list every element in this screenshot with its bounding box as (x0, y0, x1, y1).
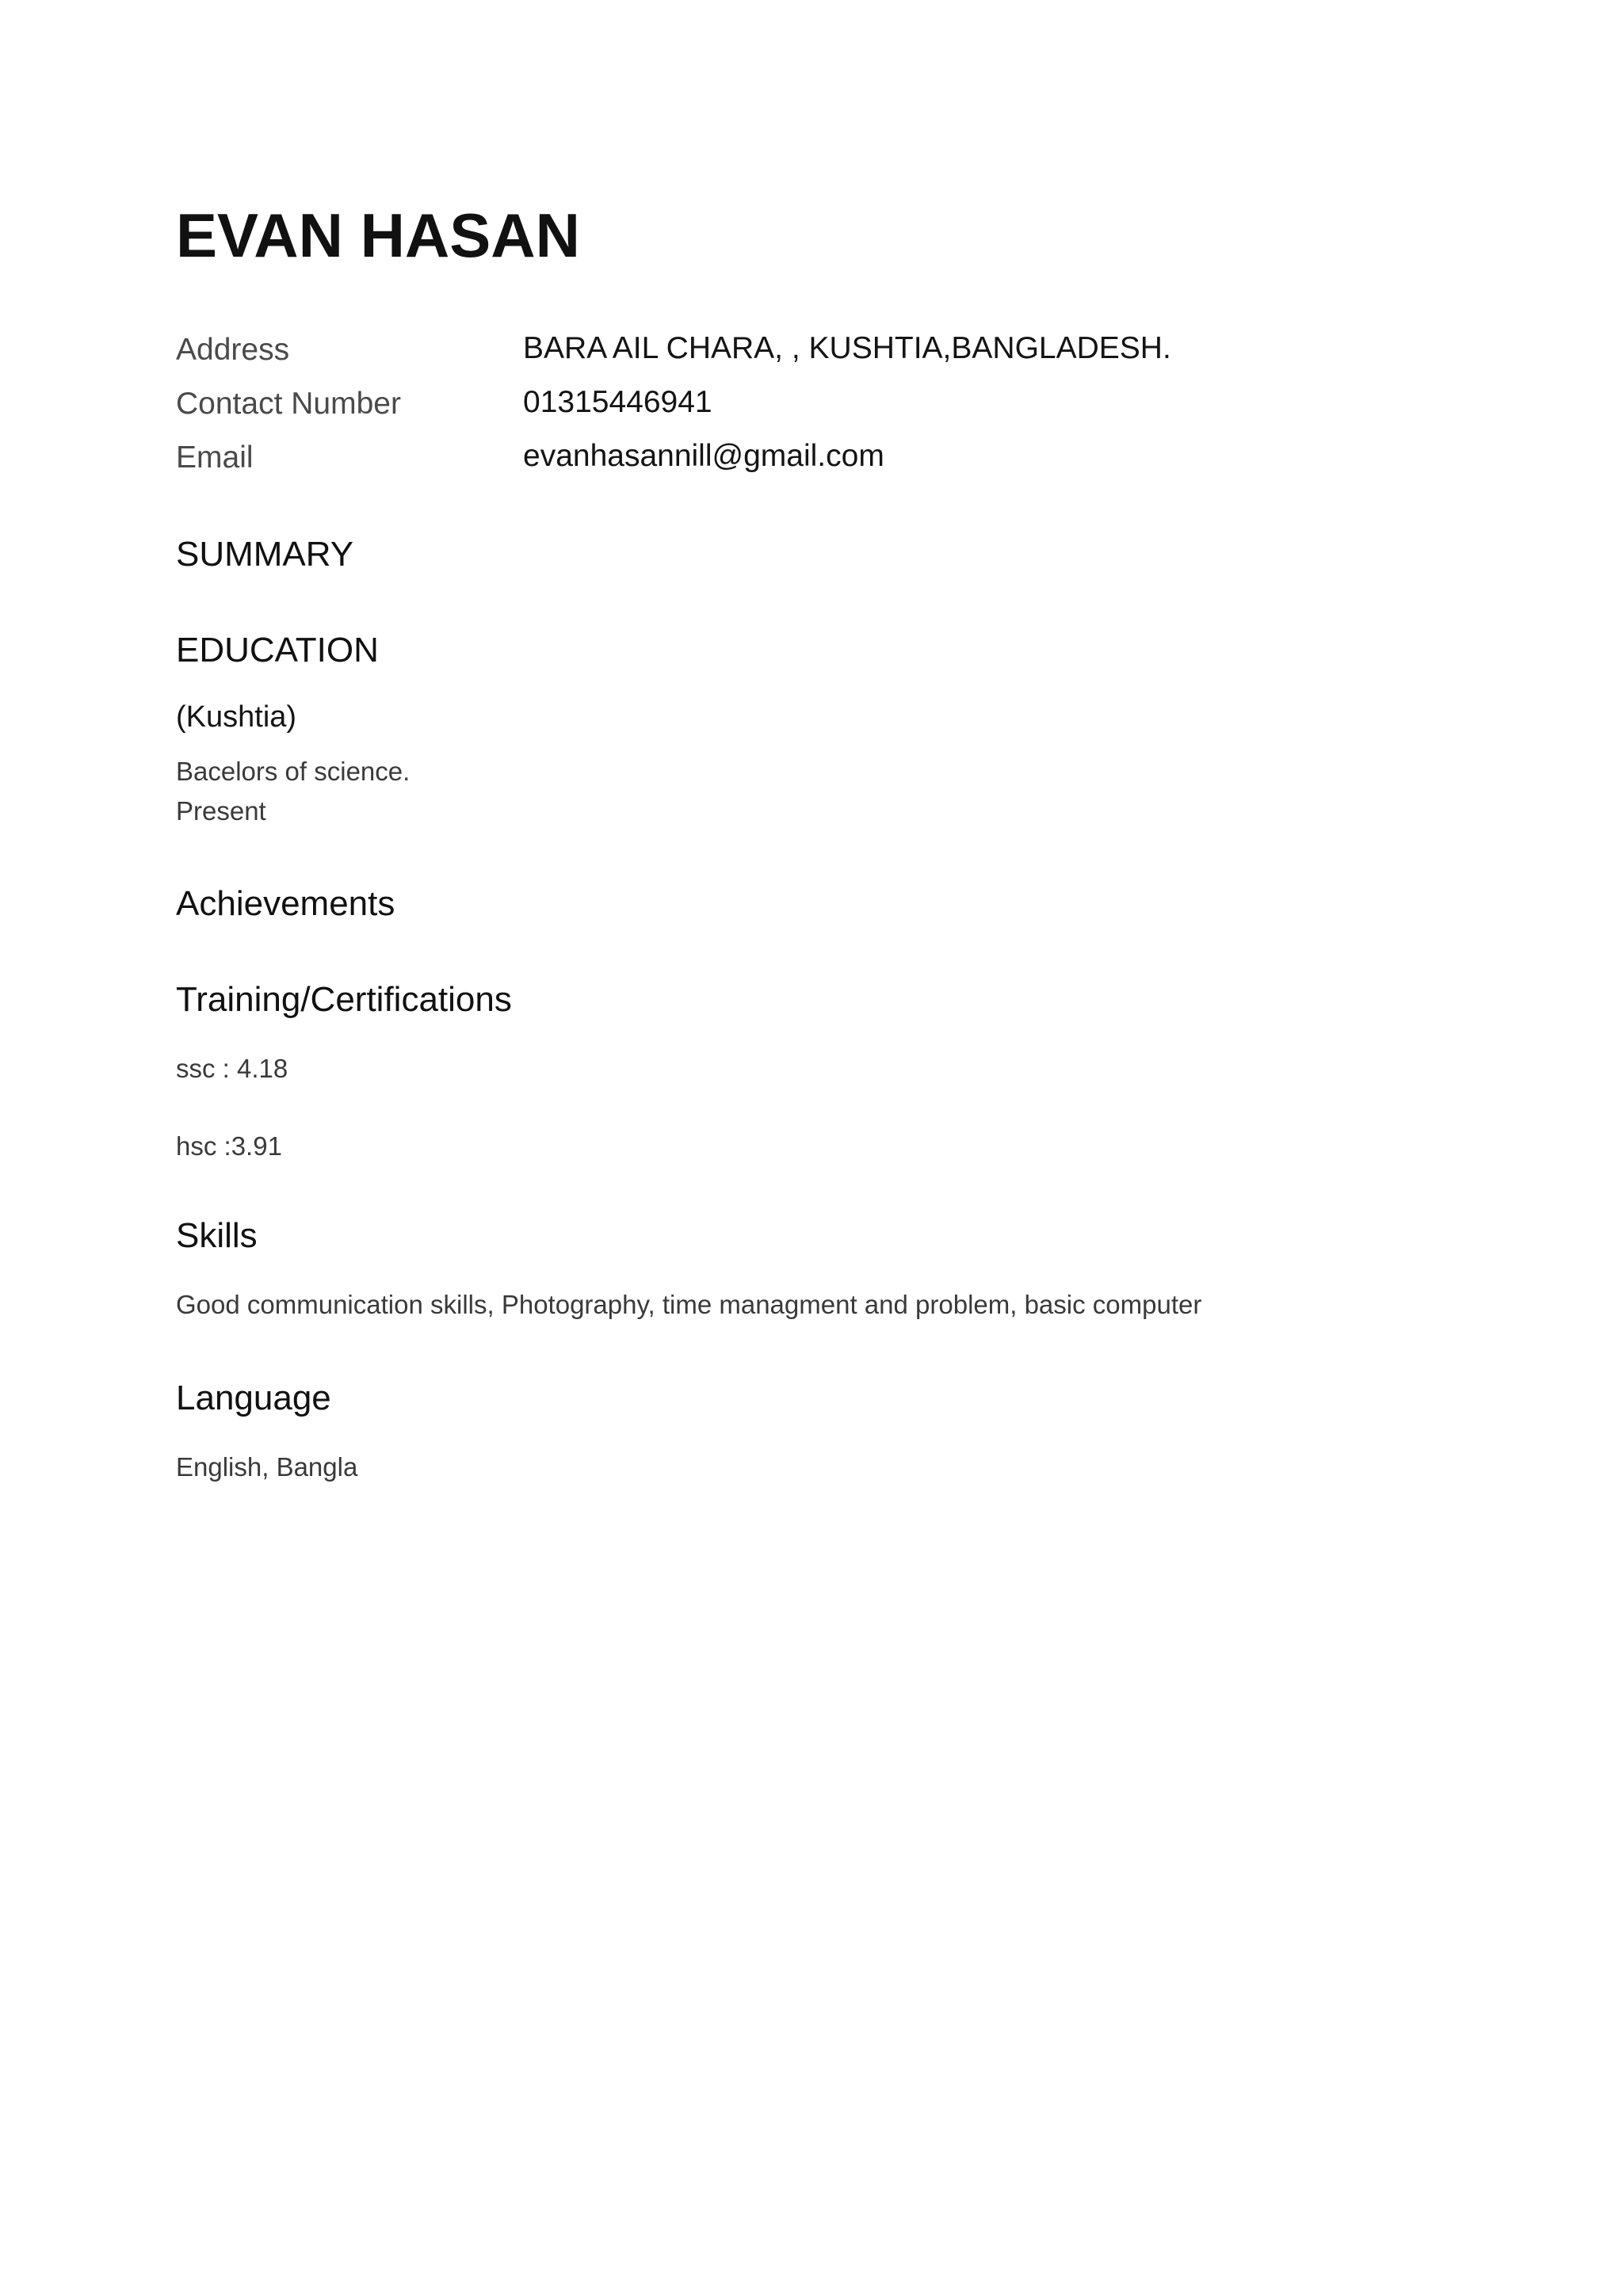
training-heading: Training/Certifications (176, 980, 512, 1019)
language-text: English, Bangla (176, 1452, 358, 1482)
contact-number-value: 01315446941 (523, 385, 712, 419)
address-label: Address (176, 333, 290, 367)
skills-text: Good communication skills, Photography, time managment and problem, basic computer (176, 1290, 1202, 1319)
training-item: ssc : 4.18 (176, 1054, 288, 1083)
contact-number-label: Contact Number (176, 387, 401, 421)
language-heading: Language (176, 1379, 331, 1417)
training-item: hsc :3.91 (176, 1131, 282, 1161)
address-value: BARA AIL CHARA, , KUSHTIA,BANGLADESH. (523, 331, 1171, 365)
education-degree: Bacelors of science. (176, 757, 411, 786)
summary-heading: SUMMARY (176, 535, 354, 574)
achievements-heading: Achievements (176, 884, 395, 923)
education-heading: EDUCATION (176, 631, 379, 669)
education-period: Present (176, 796, 266, 826)
email-label: Email (176, 441, 254, 475)
skills-heading: Skills (176, 1216, 258, 1255)
candidate-name: EVAN HASAN (176, 200, 580, 270)
email-value: evanhasannill@gmail.com (523, 439, 884, 473)
education-institution: (Kushtia) (176, 700, 297, 734)
